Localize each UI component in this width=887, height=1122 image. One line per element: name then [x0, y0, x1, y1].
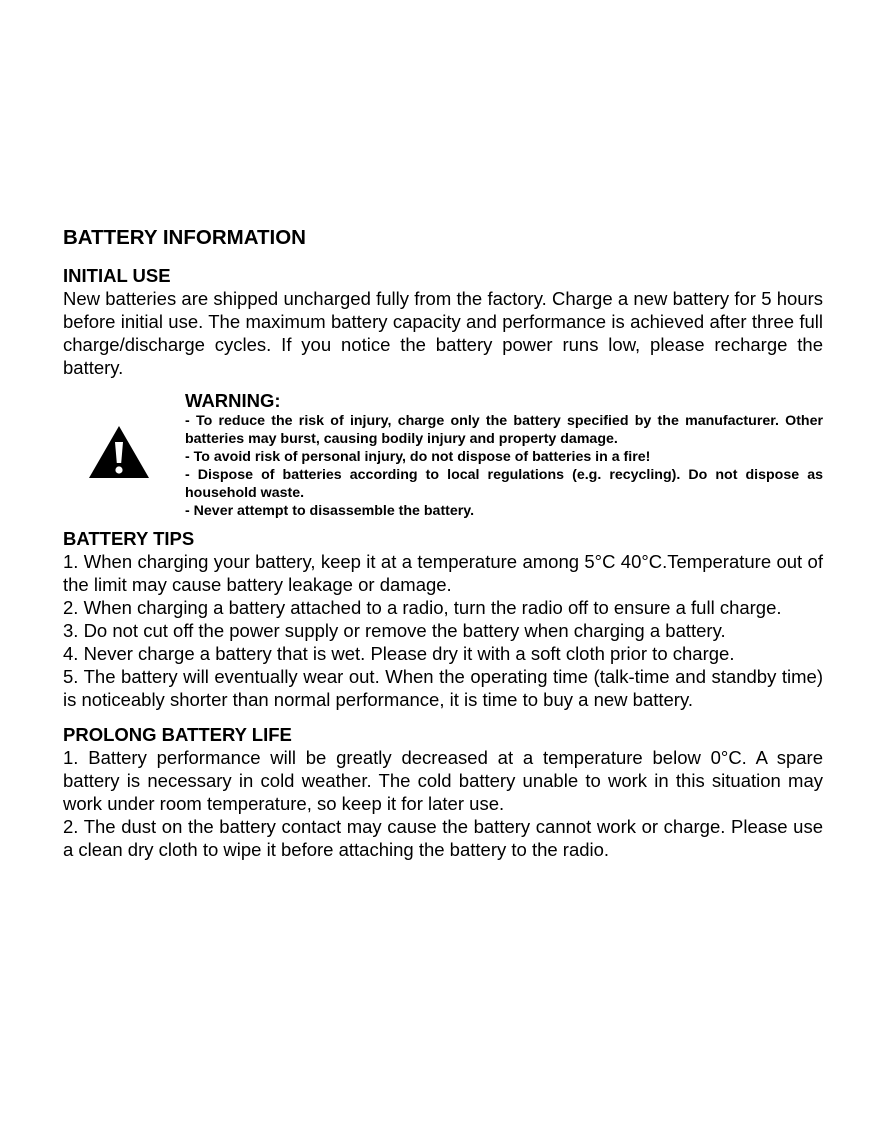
warning-line: - Never attempt to disassemble the battery. [185, 503, 475, 519]
initial-use-section [63, 264, 823, 379]
list-item: 2. The dust on the battery contact may cause the battery cannot work or charge. Please use a clean dry cloth to wipe it before attaching the battery to the radio. [63, 816, 823, 860]
list-item: 3. Do not cut off the power supply or remove the battery when charging a battery. [63, 620, 726, 641]
list-item: 5. The battery will eventually wear out. When the operating time (talk-time and standby time) is noticeably shorter than normal performance, it is time to buy a new battery. [63, 666, 823, 710]
warning-block [63, 390, 823, 519]
warning-triangle-icon [88, 425, 150, 479]
warning-line: - To avoid risk of personal injury, do not dispose of batteries in a fire! [185, 449, 651, 465]
list-item: 4. Never charge a battery that is wet. Please dry it with a soft cloth prior to charge. [63, 643, 735, 664]
warning-line: - Dispose of batteries according to local regulations (e.g. recycling). Do not dispose as household waste. [185, 467, 823, 501]
warning-line: - To reduce the risk of injury, charge only the battery specified by the manufacturer. Other batteries may burst, causing bodily injury and property damage. [185, 413, 823, 447]
prolong-life-section [63, 723, 823, 861]
battery-tips-section [63, 527, 823, 711]
warning-heading: WARNING: [185, 390, 281, 411]
list-item: 1. When charging your battery, keep it at a temperature among 5°C 40°C.Temperature out of the limit may cause battery leakage or damage. [63, 551, 823, 595]
warning-text [185, 390, 823, 520]
initial-use-heading: INITIAL USE [63, 265, 171, 286]
page-title: BATTERY INFORMATION [63, 226, 306, 249]
prolong-life-heading: PROLONG BATTERY LIFE [63, 724, 292, 745]
list-item: 1. Battery performance will be greatly decreased at a temperature below 0°C. A spare battery is necessary in cold weather. The cold battery unable to work in this situation may work under room temperature, so keep it for later use. [63, 747, 823, 814]
list-item: 2. When charging a battery attached to a radio, turn the radio off to ensure a full charge. [63, 597, 782, 618]
battery-tips-heading: BATTERY TIPS [63, 528, 195, 549]
initial-use-text: New batteries are shipped uncharged fully from the factory. Charge a new battery for 5 hours before initial use. The maximum battery capacity and performance is achieved after three full charge/discharge cycles. If you notice the battery power runs low, please recharge the battery. [63, 288, 823, 378]
document-page [63, 226, 823, 873]
